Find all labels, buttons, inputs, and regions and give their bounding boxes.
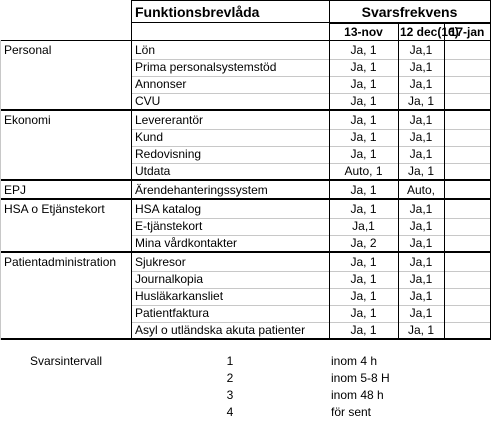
response-12-dec[interactable]: Ja,1 <box>409 130 433 144</box>
response-17-jan[interactable] <box>444 146 490 163</box>
legend-code[interactable]: 3 <box>226 388 234 402</box>
header-date-2[interactable]: 17-jan <box>449 25 485 39</box>
response-13-nov[interactable]: Ja, 1 <box>350 113 377 127</box>
legend-code[interactable]: 1 <box>226 354 234 368</box>
legend-text[interactable]: inom 5-8 H <box>331 371 390 385</box>
response-12-dec[interactable]: Ja,1 <box>409 306 433 320</box>
group-label[interactable]: Ekonomi <box>4 113 51 127</box>
response-13-nov[interactable]: Ja, 1 <box>350 43 377 57</box>
row-border <box>0 251 490 253</box>
response-13-nov[interactable]: Ja, 1 <box>350 183 377 197</box>
legend-text[interactable]: inom 48 h <box>331 388 384 402</box>
response-13-nov[interactable]: Ja, 1 <box>350 60 377 74</box>
response-12-dec[interactable]: Ja, 1 <box>407 323 434 337</box>
mailbox-name[interactable]: Ärendehanteringssystem <box>135 183 268 197</box>
header-date-1[interactable]: 12 dec(16) <box>400 25 459 39</box>
response-17-jan[interactable] <box>444 182 490 199</box>
header-date-0[interactable]: 13-nov <box>344 25 383 39</box>
group-label[interactable]: HSA o Etjänstekort <box>4 202 105 216</box>
row-border <box>0 338 490 340</box>
response-13-nov[interactable]: Ja, 1 <box>350 289 377 303</box>
response-13-nov[interactable]: Ja, 2 <box>350 236 377 250</box>
row-border <box>329 23 490 24</box>
response-12-dec[interactable]: Ja, 1 <box>407 94 434 108</box>
response-13-nov[interactable]: Ja, 1 <box>350 147 377 161</box>
response-17-jan[interactable] <box>444 163 490 180</box>
response-12-dec[interactable]: Ja,1 <box>409 272 433 286</box>
response-12-dec[interactable]: Auto, <box>406 183 436 197</box>
column-border <box>398 23 399 340</box>
response-13-nov[interactable]: Ja, 1 <box>350 77 377 91</box>
mailbox-name[interactable]: Patientfaktura <box>135 306 210 320</box>
mailbox-name[interactable]: Sjukresor <box>135 255 186 269</box>
response-12-dec[interactable]: Ja,1 <box>409 43 433 57</box>
response-17-jan[interactable] <box>444 201 490 218</box>
response-13-nov[interactable]: Ja, 1 <box>350 272 377 286</box>
response-12-dec[interactable]: Ja,1 <box>409 255 433 269</box>
legend-title[interactable]: Svarsintervall <box>30 354 103 368</box>
column-border <box>490 0 491 340</box>
response-17-jan[interactable] <box>444 218 490 235</box>
legend-code[interactable]: 2 <box>226 371 234 385</box>
mailbox-name[interactable]: Mina vårdkontakter <box>135 236 238 250</box>
group-label[interactable]: Personal <box>4 43 52 57</box>
row-border <box>0 109 490 111</box>
response-12-dec[interactable]: Ja,1 <box>409 219 433 233</box>
response-17-jan[interactable] <box>444 254 490 271</box>
mailbox-name[interactable]: Redovisning <box>135 147 202 161</box>
response-17-jan[interactable] <box>444 235 490 252</box>
mailbox-name[interactable]: Levererantör <box>135 113 204 127</box>
response-17-jan[interactable] <box>444 112 490 129</box>
response-17-jan[interactable] <box>444 42 490 59</box>
legend-text[interactable]: inom 4 h <box>331 354 378 368</box>
response-12-dec[interactable]: Ja, 1 <box>407 164 434 178</box>
response-17-jan[interactable] <box>444 93 490 110</box>
row-border <box>0 179 490 181</box>
column-border <box>0 40 1 340</box>
header-response-rate[interactable]: Svarsfrekvens <box>361 4 458 20</box>
response-13-nov[interactable]: Auto, 1 <box>344 164 383 178</box>
mailbox-name[interactable]: Annonser <box>135 77 187 91</box>
response-13-nov[interactable]: Ja,1 <box>352 219 375 233</box>
mailbox-name[interactable]: Utdata <box>135 164 171 178</box>
mailbox-name[interactable]: CVU <box>135 94 161 108</box>
column-border <box>444 23 445 340</box>
row-border <box>131 0 490 1</box>
column-border <box>329 0 330 340</box>
mailbox-name[interactable]: E-tjänstekort <box>135 219 203 233</box>
response-13-nov[interactable]: Ja, 1 <box>350 130 377 144</box>
mailbox-name[interactable]: Husläkarkansliet <box>135 289 224 303</box>
response-12-dec[interactable]: Ja,1 <box>409 113 433 127</box>
group-label[interactable]: Patientadministration <box>4 255 117 269</box>
response-13-nov[interactable]: Ja, 1 <box>350 255 377 269</box>
mailbox-name[interactable]: Asyl o utländska akuta patienter <box>135 323 306 337</box>
response-12-dec[interactable]: Ja,1 <box>409 236 433 250</box>
legend-text[interactable]: för sent <box>331 405 372 419</box>
response-17-jan[interactable] <box>444 271 490 288</box>
mailbox-name[interactable]: Lön <box>135 43 156 57</box>
response-12-dec[interactable]: Ja,1 <box>409 147 433 161</box>
mailbox-name[interactable]: Prima personalsystemstöd <box>135 60 277 74</box>
response-12-dec[interactable]: Ja,1 <box>409 202 433 216</box>
group-label[interactable]: EPJ <box>4 183 27 197</box>
response-13-nov[interactable]: Ja, 1 <box>350 323 377 337</box>
response-13-nov[interactable]: Ja, 1 <box>350 202 377 216</box>
mailbox-name[interactable]: HSA katalog <box>135 202 202 216</box>
response-13-nov[interactable]: Ja, 1 <box>350 94 377 108</box>
mailbox-name[interactable]: Kund <box>135 130 164 144</box>
column-border <box>131 0 132 340</box>
row-border <box>0 198 490 200</box>
response-17-jan[interactable] <box>444 59 490 76</box>
response-17-jan[interactable] <box>444 129 490 146</box>
response-12-dec[interactable]: Ja,1 <box>409 60 433 74</box>
response-17-jan[interactable] <box>444 288 490 305</box>
legend-code[interactable]: 4 <box>226 405 234 419</box>
mailbox-name[interactable]: Journalkopia <box>135 272 204 286</box>
row-border <box>0 40 490 41</box>
response-13-nov[interactable]: Ja, 1 <box>350 306 377 320</box>
response-17-jan[interactable] <box>444 305 490 322</box>
header-function-mailbox[interactable]: Funktionsbrevlåda <box>135 4 260 20</box>
response-12-dec[interactable]: Ja,1 <box>409 289 433 303</box>
response-17-jan[interactable] <box>444 322 490 339</box>
response-17-jan[interactable] <box>444 76 490 93</box>
response-12-dec[interactable]: Ja,1 <box>409 77 433 91</box>
